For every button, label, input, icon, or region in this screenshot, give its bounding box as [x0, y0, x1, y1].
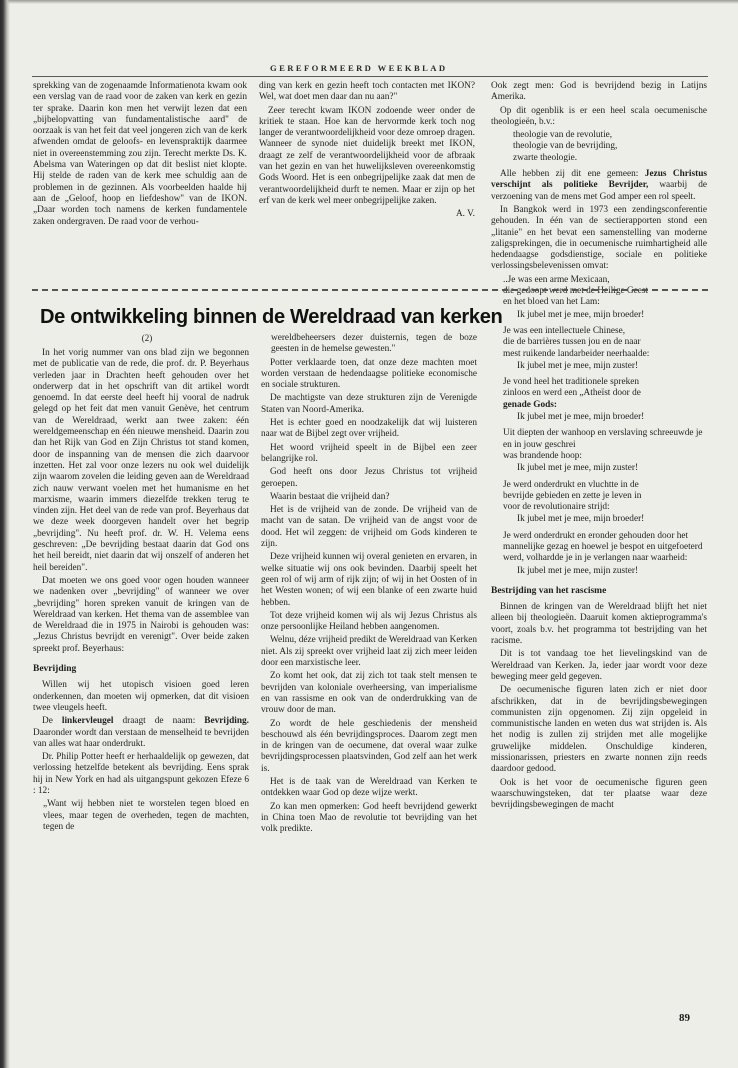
litany-stanza	[503, 275, 707, 321]
article-col1-paragraph: Willen wij het utopisch visioen goed leren onderkennen, dan moeten wij opmerken, dat dit visioen twee vleugels heeft.	[33, 680, 249, 713]
top-col3-paragraph: In Bangkok werd in 1973 een zendingsconferentie gehouden. In één van de sectierapporten stond een „litanie" en het bevat een samenstelling van moderne zaligsprekingen, die in oecumenische ruimhartigheid alle hedendaagse godsdienstige, sociale en politieke verlossingsbelevenissen omvat:	[491, 204, 707, 272]
litany-line: die gedoopt werd met de Heilige Geest	[503, 286, 649, 297]
text-run: draagt de naam:	[113, 716, 205, 727]
article-col3-paragraph: Dit is tot vandaag toe het lievelingskind van de Wereldraad van Kerken. Ja, ieder jaar wordt voor deze beweging meer geld gegeven.	[491, 649, 707, 682]
litany-stanza	[503, 480, 707, 526]
litany-line: Je werd onderdrukt en vluchtte in de	[503, 479, 639, 490]
article-col1-paragraph: Dat moeten we ons goed voor ogen houden wanneer we nadenken over „bevrijding" of wanneer we over „bevrijding" horen spreken vanuit de kringen van de Wereldraad van kerken. Het thema van de assemblee van de Wereldraad die in 1975 in Nairobi is gehouden was: „Jezus Christus bevrijdt en verenigt". Over beide zaken spreekt prof. Beyerhaus:	[33, 575, 249, 654]
litany-line: mest ruikende landarbeider neerhaalde:	[503, 348, 650, 359]
article-column-2	[261, 333, 477, 837]
theology-list-item: theologie van de bevrijding,	[513, 141, 618, 152]
article-col2-paragraph: Het is de taak van de Wereldraad van Kerken te ontdekken waar God op deze wijze werkt.	[261, 776, 477, 799]
article-col2-paragraph: Zo wordt de hele geschiedenis der mensheid beschouwd als één bevrijdingsproces. Daarom zegt men in de kringen van de oecumene, dat overal waar zulke bevrijdingsprocessen plaatsvinden, God zelf aan het werk is.	[261, 718, 477, 774]
litany-refrain: Ik jubel met je mee, mijn broeder!	[517, 412, 645, 423]
litany-refrain: Ik jubel met je mee, mijn broeder!	[517, 309, 645, 320]
article-col2-paragraph: Het woord vrijheid speelt in de Bijbel een zeer belangrijke rol.	[261, 442, 477, 464]
article-col2-paragraph: De machtigste van deze strukturen zijn de Verenigde Staten van Noord-Amerika.	[261, 393, 477, 415]
litany-line: bevrijde gebieden en zette je leven in	[503, 490, 642, 501]
article-part-number: (2)	[141, 333, 153, 343]
article-col2-paragraph: Zo kan men opmerken: God heeft bevrijdend gewerkt in China toen Mao de revolutie tot bevrijding van het volk predikte.	[261, 801, 477, 835]
article-col2-paragraph: Deze vrijheid kunnen wij overal genieten en ervaren, in welke situatie wij ons ook bevinden. Daarbij speelt het geen rol of wij arm of rijk zijn; of wij in het Oosten of in het Westen wonen; of wij een blanke of een zwarte huid hebben.	[261, 552, 477, 608]
theology-list-item: theologie van de revolutie,	[513, 130, 613, 141]
article-col1-paragraph: In het vorig nummer van ons blad zijn we begonnen met de publicatie van de rede, die prof. dr. P. Beyerhaus verleden jaar in Drachten heeft gehouden over het onderwerp dat in het opschrift van dit artikel wordt genoemd. In dat eerste deel heeft hij vooral de nadruk gelegd op het feit dat men vanuit Genève, het centrum van de Wereldraad, werkt aan twee zaken: één wereldgemeenschap en één nieuwe mensheid. Daarin zou dan het Rijk van God en Zijn Christus tot stand komen, door de inspanning van de mensen die zich daarvoor inzetten. Het zal voor onze lezers nu ook wel duidelijk zijn waarom zovelen die leiding geven aan de Wereldraad zich nauw verwant voelen met het humanisme en het marxisme, waarin immers diezelfde trekken terug te vinden zijn. Het deel van de rede van prof. Beyerhaus dat we deze week doorgeven handelt over het begrip „bevrijding". Nu heeft prof. dr. W. H. Velema eens geschreven: „De bevrijding bestaat daarin dat God ons het heil bereidt, niet daarin dat wij onszelf of anderen het heil bereiden".	[33, 348, 249, 573]
theology-list	[513, 130, 707, 164]
top-col2-paragraph: ding van kerk en gezin heeft toch contacten met IKON? Wel, wat doet men daar dan nu aan?"	[259, 81, 475, 103]
article-divider	[32, 289, 708, 291]
article-col1-paragraph: Dr. Philip Potter heeft er herhaaldelijk op gewezen, dat verlossing hetzelfde betekent als bevrijding. Eens sprak hij in New York en had als uitgangspunt gekozen Efeze 6 : 12:	[33, 752, 249, 796]
litany-refrain: Ik jubel met je mee, mijn zuster!	[517, 463, 639, 474]
bible-quote-continued: wereldbeheersers dezer duisternis, tegen de boze geesten in de hemelse gewesten."	[271, 333, 477, 355]
bold-text: Jezus Christus verschijnt als politieke Bevrijder,	[491, 169, 707, 191]
section-heading: Bevrijding	[33, 664, 77, 675]
article-col3-paragraph: Binnen de kringen van de Wereldraad blijft het niet alleen bij theologieën. Daaruit komen aktieprogramma's voort, zoals b.v. het programma tot bestrijding van het racisme.	[491, 602, 707, 647]
article-title: De ontwikkeling binnen de Wereldraad van kerken	[40, 305, 503, 328]
article-column-1	[33, 348, 249, 835]
section-heading: Bestrijding van het rascisme	[491, 585, 607, 596]
litany-stanza	[503, 428, 707, 474]
author-signature: A. V.	[455, 209, 475, 220]
top-column-1	[33, 81, 247, 230]
litany	[503, 275, 707, 577]
litany-line: Je werd onderdrukt en eronder gehouden door het mannelijke gezag en hoewel je bespot en uitgefoeterd werd, volhardde je in je verlangen naar waarheid:	[503, 530, 703, 564]
article-col2-paragraph: Zo komt het ook, dat zij zich tot taak stelt mensen te bevrijden van koloniale overheersing, van imperialisme en van rassisme en ook van de onderdrukking van de vrouw door de man.	[261, 671, 477, 716]
litany-line: zinloos en werd een „Atheïst door de	[503, 388, 641, 399]
top-shadow	[0, 0, 738, 4]
litany-stanza	[503, 531, 707, 577]
litany-refrain: Ik jubel met je mee, mijn zuster!	[517, 360, 639, 371]
article-col3-paragraph: Ook is het voor de oecumenische figuren geen waarschuwingsteken, dat ter plaatse waar deze bevrijdingsbewegingen de macht	[491, 777, 707, 811]
litany-line: was brandende hoop:	[503, 450, 583, 461]
litany-stanza	[503, 377, 707, 423]
text-run: waarbij de verzoening van de mens met God amper een rol speelt.	[491, 180, 707, 202]
top-column-2	[259, 81, 475, 221]
litany-line: Je vond heel het traditionele spreken	[503, 377, 640, 388]
binding-edge	[0, 0, 10, 1068]
litany-line: Je was een intellectuele Chinese,	[503, 325, 626, 336]
litany-line: voor de revolutionaire strijd:	[503, 502, 610, 513]
litany-line: en het bloed van het Lam:	[503, 297, 600, 308]
top-col1-paragraph: sprekking van de zogenaamde Informatienota kwam ook een verslag van de raad voor de zaken van kerk en gezin ter sprake. Daarin kon men het verwijt lezen dat een „bijbelopvatting van fundamentalistische aard" de oorzaak is van het feit dat veel jongeren zich van de kerk afwenden omdat de geloofs- en levenspraktijk daarmee niet in overeenstemming zou zijn. Terecht merkte Ds. K. Abelsma van Wateringen op dat dit beslist niet klopte. Hij stelde de raden van de kerk mee schuldig aan de problemen in de gezinnen. Als voorbeelden haalde hij aan de „Geloof, hoop en liefdeshow" van de IKON. „Daar worden toch namens de kerken fundamentele zaken ondergraven. De raad voor de verhou-	[33, 81, 247, 227]
article-col2-paragraph: Waarin bestaat die vrijheid dan?	[270, 491, 390, 502]
litany-line: genade Gods:	[503, 399, 557, 410]
litany-stanza	[503, 326, 707, 372]
top-col2-paragraph: Zeer terecht kwam IKON zodoende weer onder de kritiek te staan. Hoe kan de hervormde kerk toch nog langer de verantwoordelijkheid voor deze omroep dragen. Wanneer de synode niet duidelijk breekt met IKON, draagt ze zelf de verantwoordelijkheid voor de afbraak van het gezin en van het huwelijksleven overeenkomstig Gods Woord. Het is een onbegrijpelijke zaak dat men de verantwoordelijkheid durft te nemen. Maar er zijn op het erf van de kerk wel meer onbegrijpelijke zaken.	[259, 105, 475, 206]
header-rule	[32, 76, 708, 77]
article-col2-paragraph: God heeft ons door Jezus Christus tot vrijheid geroepen.	[261, 467, 477, 489]
article-col2-paragraph: Het is de vrijheid van de zonde. De vrijheid van de macht van de satan. De vrijheid van de angst voor de dood. Het wil zeggen: de vrijheid om Gods kinderen te zijn.	[261, 505, 477, 550]
top-col3-paragraph: Op dit ogenblik is er een heel scala oecumenische theologieën, b.v.:	[491, 105, 707, 127]
litany-line: die de barrières tussen jou en de naar	[503, 337, 641, 348]
text-run: Alle hebben zij dit ene gemeen:	[500, 169, 645, 180]
text-run: Daaronder wordt dan verstaan de menselheid te bevrijden van alles wat haar onderdrukt.	[33, 727, 249, 749]
article-col1-paragraph	[33, 716, 249, 750]
bold-text: Bevrijding.	[204, 716, 249, 727]
litany-line: ..Je was een arme Mexicaan,	[503, 274, 610, 285]
top-column-3	[491, 81, 707, 814]
litany-line: Uit diepten der wanhoop en verslaving schreeuwde je en in jouw geschrei	[503, 428, 703, 450]
top-col3-paragraph	[491, 169, 707, 203]
bold-text: linkervleugel	[61, 716, 114, 727]
article-col2-paragraph: Het is echter goed en noodzakelijk dat wij luisteren naar wat de Bijbel zegt over vrijheid.	[261, 418, 477, 440]
top-col3-paragraph: Ook zegt men: God is bevrijdend bezig in Latijns Amerika.	[491, 81, 707, 103]
litany-refrain: Ik jubel met je mee, mijn broeder!	[517, 514, 645, 525]
article-col3-paragraph: De oecumenische figuren laten zich er niet door afschrikken, dat in de bevrijdingsbewegingen communisten zijn opgenomen. Zij zijn opgeleid in communistische landen en weten dus wat strijden is. Als het nodig is zullen zij strijden met alle mogelijke gruwelijke middelen. Onschuldige kinderen, missionarissen, priesters en zwarte nonnen zijn reeds daardoor gedood.	[491, 685, 707, 775]
litany-refrain: Ik jubel met je mee, mijn zuster!	[517, 565, 639, 576]
article-col2-paragraph: Tot deze vrijheid komen wij als wij Jezus Christus als onze persoonlijke Heiland hebben aangenomen.	[261, 610, 477, 633]
running-title: GEREFORMEERD WEEKBLAD	[270, 63, 448, 73]
article-col2-paragraph: Welnu, déze vrijheid predikt de Wereldraad van Kerken niet. Als zij spreekt over vrijheid laat zij zich meer leiden door een marxistische leer.	[261, 635, 477, 669]
text-run: De	[42, 716, 62, 727]
page-number: 89	[679, 1012, 690, 1024]
article-col2-paragraph: Potter verklaarde toen, dat onze deze machten moet worden verstaan de hedendaagse politieke economische en sociale strukturen.	[261, 357, 477, 391]
bible-quote: „Want wij hebben niet te worstelen tegen bloed en vlees, maar tegen de overheden, tegen de machten, tegen de	[43, 799, 249, 832]
theology-list-item: zwarte theologie.	[513, 152, 578, 163]
